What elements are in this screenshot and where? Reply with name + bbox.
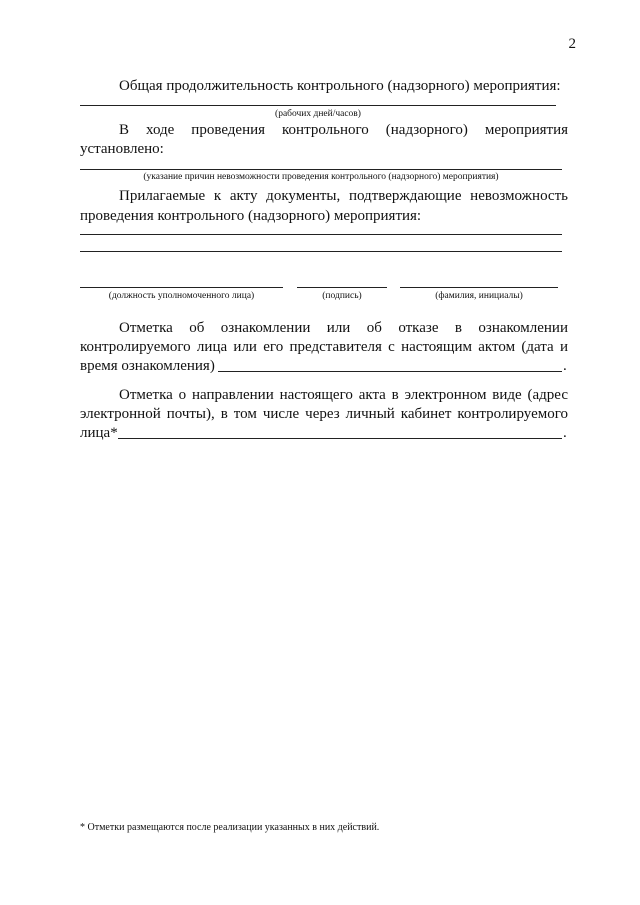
signature-fill-line[interactable] bbox=[297, 287, 387, 288]
electronic-fill-line[interactable] bbox=[118, 438, 562, 439]
electronic-end: . bbox=[563, 425, 567, 441]
name-fill-line[interactable] bbox=[400, 287, 558, 288]
acknowledgment-end: . bbox=[563, 358, 567, 374]
page-number: 2 bbox=[568, 36, 576, 52]
signature-caption: (подпись) bbox=[322, 291, 362, 301]
attached-docs-fill-line-2[interactable] bbox=[80, 251, 562, 252]
electronic-line1: Отметка о направлении настоящего акта в электронном виде (адрес bbox=[119, 387, 568, 403]
acknowledgment-line2: контролируемого лица или его представителя с настоящим актом (дата и bbox=[80, 339, 568, 355]
findings-caption: (указание причин невозможности проведения контрольного (надзорного) мероприятия) bbox=[143, 172, 499, 182]
acknowledgment-fill-line[interactable] bbox=[218, 371, 562, 372]
electronic-line3: лица* bbox=[80, 425, 118, 441]
name-caption: (фамилия, инициалы) bbox=[435, 291, 523, 301]
electronic-line2: электронной почты), в том числе через личный кабинет контролируемого bbox=[80, 406, 568, 422]
attached-docs-line2: проведения контрольного (надзорного) мероприятия: bbox=[80, 208, 422, 224]
position-caption: (должность уполномоченного лица) bbox=[108, 291, 255, 301]
attached-docs-fill-line-1[interactable] bbox=[80, 234, 562, 235]
duration-caption: (рабочих дней/часов) bbox=[275, 109, 361, 119]
position-fill-line[interactable] bbox=[80, 287, 283, 288]
findings-line1: В ходе проведения контрольного (надзорного) мероприятия bbox=[119, 122, 568, 138]
duration-heading: Общая продолжительность контрольного (надзорного) мероприятия: bbox=[119, 78, 561, 94]
findings-fill-line[interactable] bbox=[80, 169, 562, 170]
footnote: * Отметки размещаются после реализации указанных в них действий. bbox=[80, 822, 380, 833]
acknowledgment-line1: Отметка об ознакомлении или об отказе в ознакомлении bbox=[119, 320, 568, 336]
duration-fill-line[interactable] bbox=[80, 105, 556, 106]
attached-docs-line1: Прилагаемые к акту документы, подтверждающие невозможность bbox=[119, 188, 568, 204]
findings-line2: установлено: bbox=[80, 141, 164, 157]
acknowledgment-line3: время ознакомления) bbox=[80, 358, 215, 374]
